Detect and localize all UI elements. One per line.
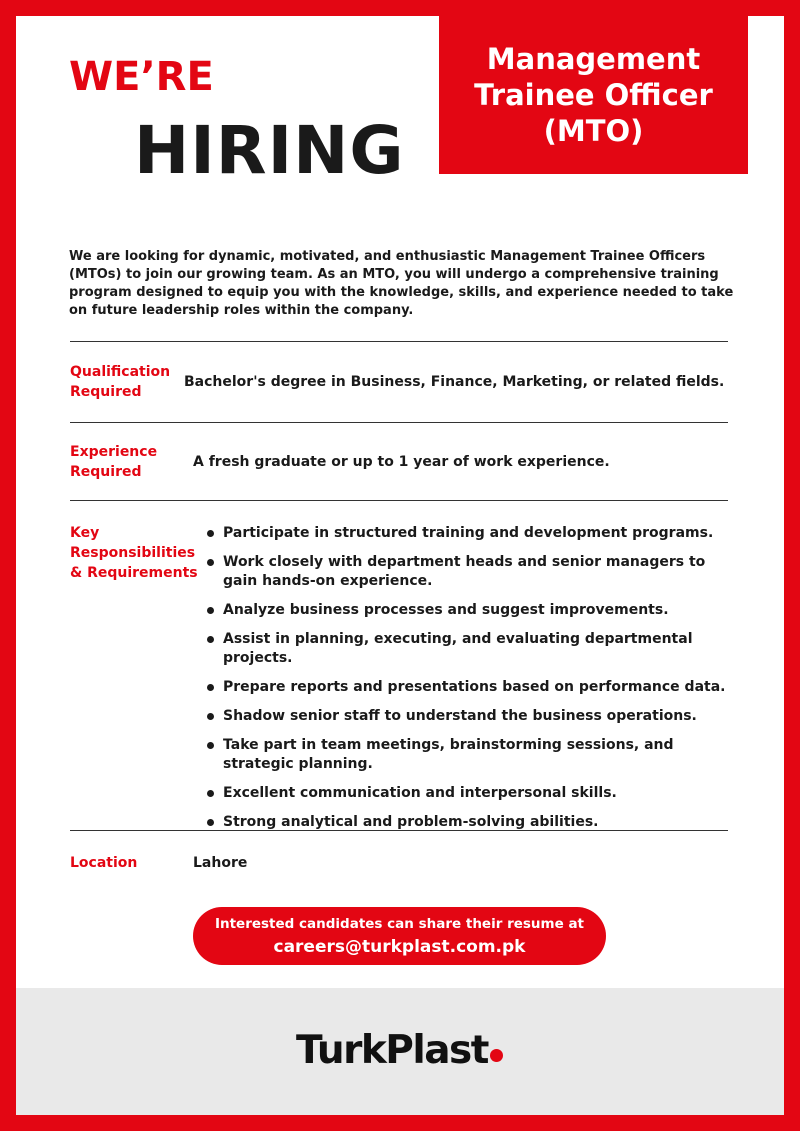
location-value: Lahore [193,855,248,871]
job-title-box [439,16,748,174]
responsibilities-label: Key Responsibilities & Requirements [70,525,198,581]
list-item: Work closely with department heads and senior managers to gain hands-on experience. [205,553,735,591]
job-title-line: (MTO) [543,114,644,148]
list-item: Prepare reports and presentations based on performance data. [205,678,735,697]
list-item: Participate in structured training and development programs. [205,524,735,543]
qualification-label: Qualification Required [70,364,171,400]
experience-label: Experience Required [70,444,158,480]
divider [70,341,728,342]
job-title-line: Trainee Officer [474,78,713,112]
logo-wordmark: TurkPlast [296,1028,488,1073]
turkplast-logo [296,1029,503,1073]
logo-dot-icon [490,1049,503,1062]
job-poster [16,16,784,1115]
responsibilities-list [205,524,735,842]
location-label: Location [70,855,138,871]
headline-were: WE’RE [69,54,214,100]
list-item: Take part in team meetings, brainstorming sessions, and strategic planning. [205,736,735,774]
intro-paragraph: We are looking for dynamic, motivated, and enthusiastic Management Trainee Officers (MTOs) to join our growing team. As an MTO, you will undergo a comprehensive training program designed to equip you with the knowledge, skills, and experience needed to take on future leadership roles within the company. [69,249,734,318]
list-item: Shadow senior staff to understand the business operations. [205,707,735,726]
apply-instructions: Interested candidates can share their resume at [214,916,585,932]
list-item: Excellent communication and interpersonal skills. [205,784,735,803]
divider [70,422,728,423]
experience-value: A fresh graduate or up to 1 year of work experience. [193,454,610,470]
headline-hiring: HIRING [134,112,405,189]
qualification-value: Bachelor's degree in Business, Finance, Marketing, or related fields. [184,374,725,390]
job-title-line: Management [486,42,701,76]
apply-banner [193,907,606,965]
divider [70,830,728,831]
list-item: Strong analytical and problem-solving abilities. [205,813,735,832]
list-item: Assist in planning, executing, and evaluating departmental projects. [205,630,735,668]
careers-email-link[interactable]: careers@turkplast.com.pk [273,937,526,957]
list-item: Analyze business processes and suggest improvements. [205,601,735,620]
divider [70,500,728,501]
